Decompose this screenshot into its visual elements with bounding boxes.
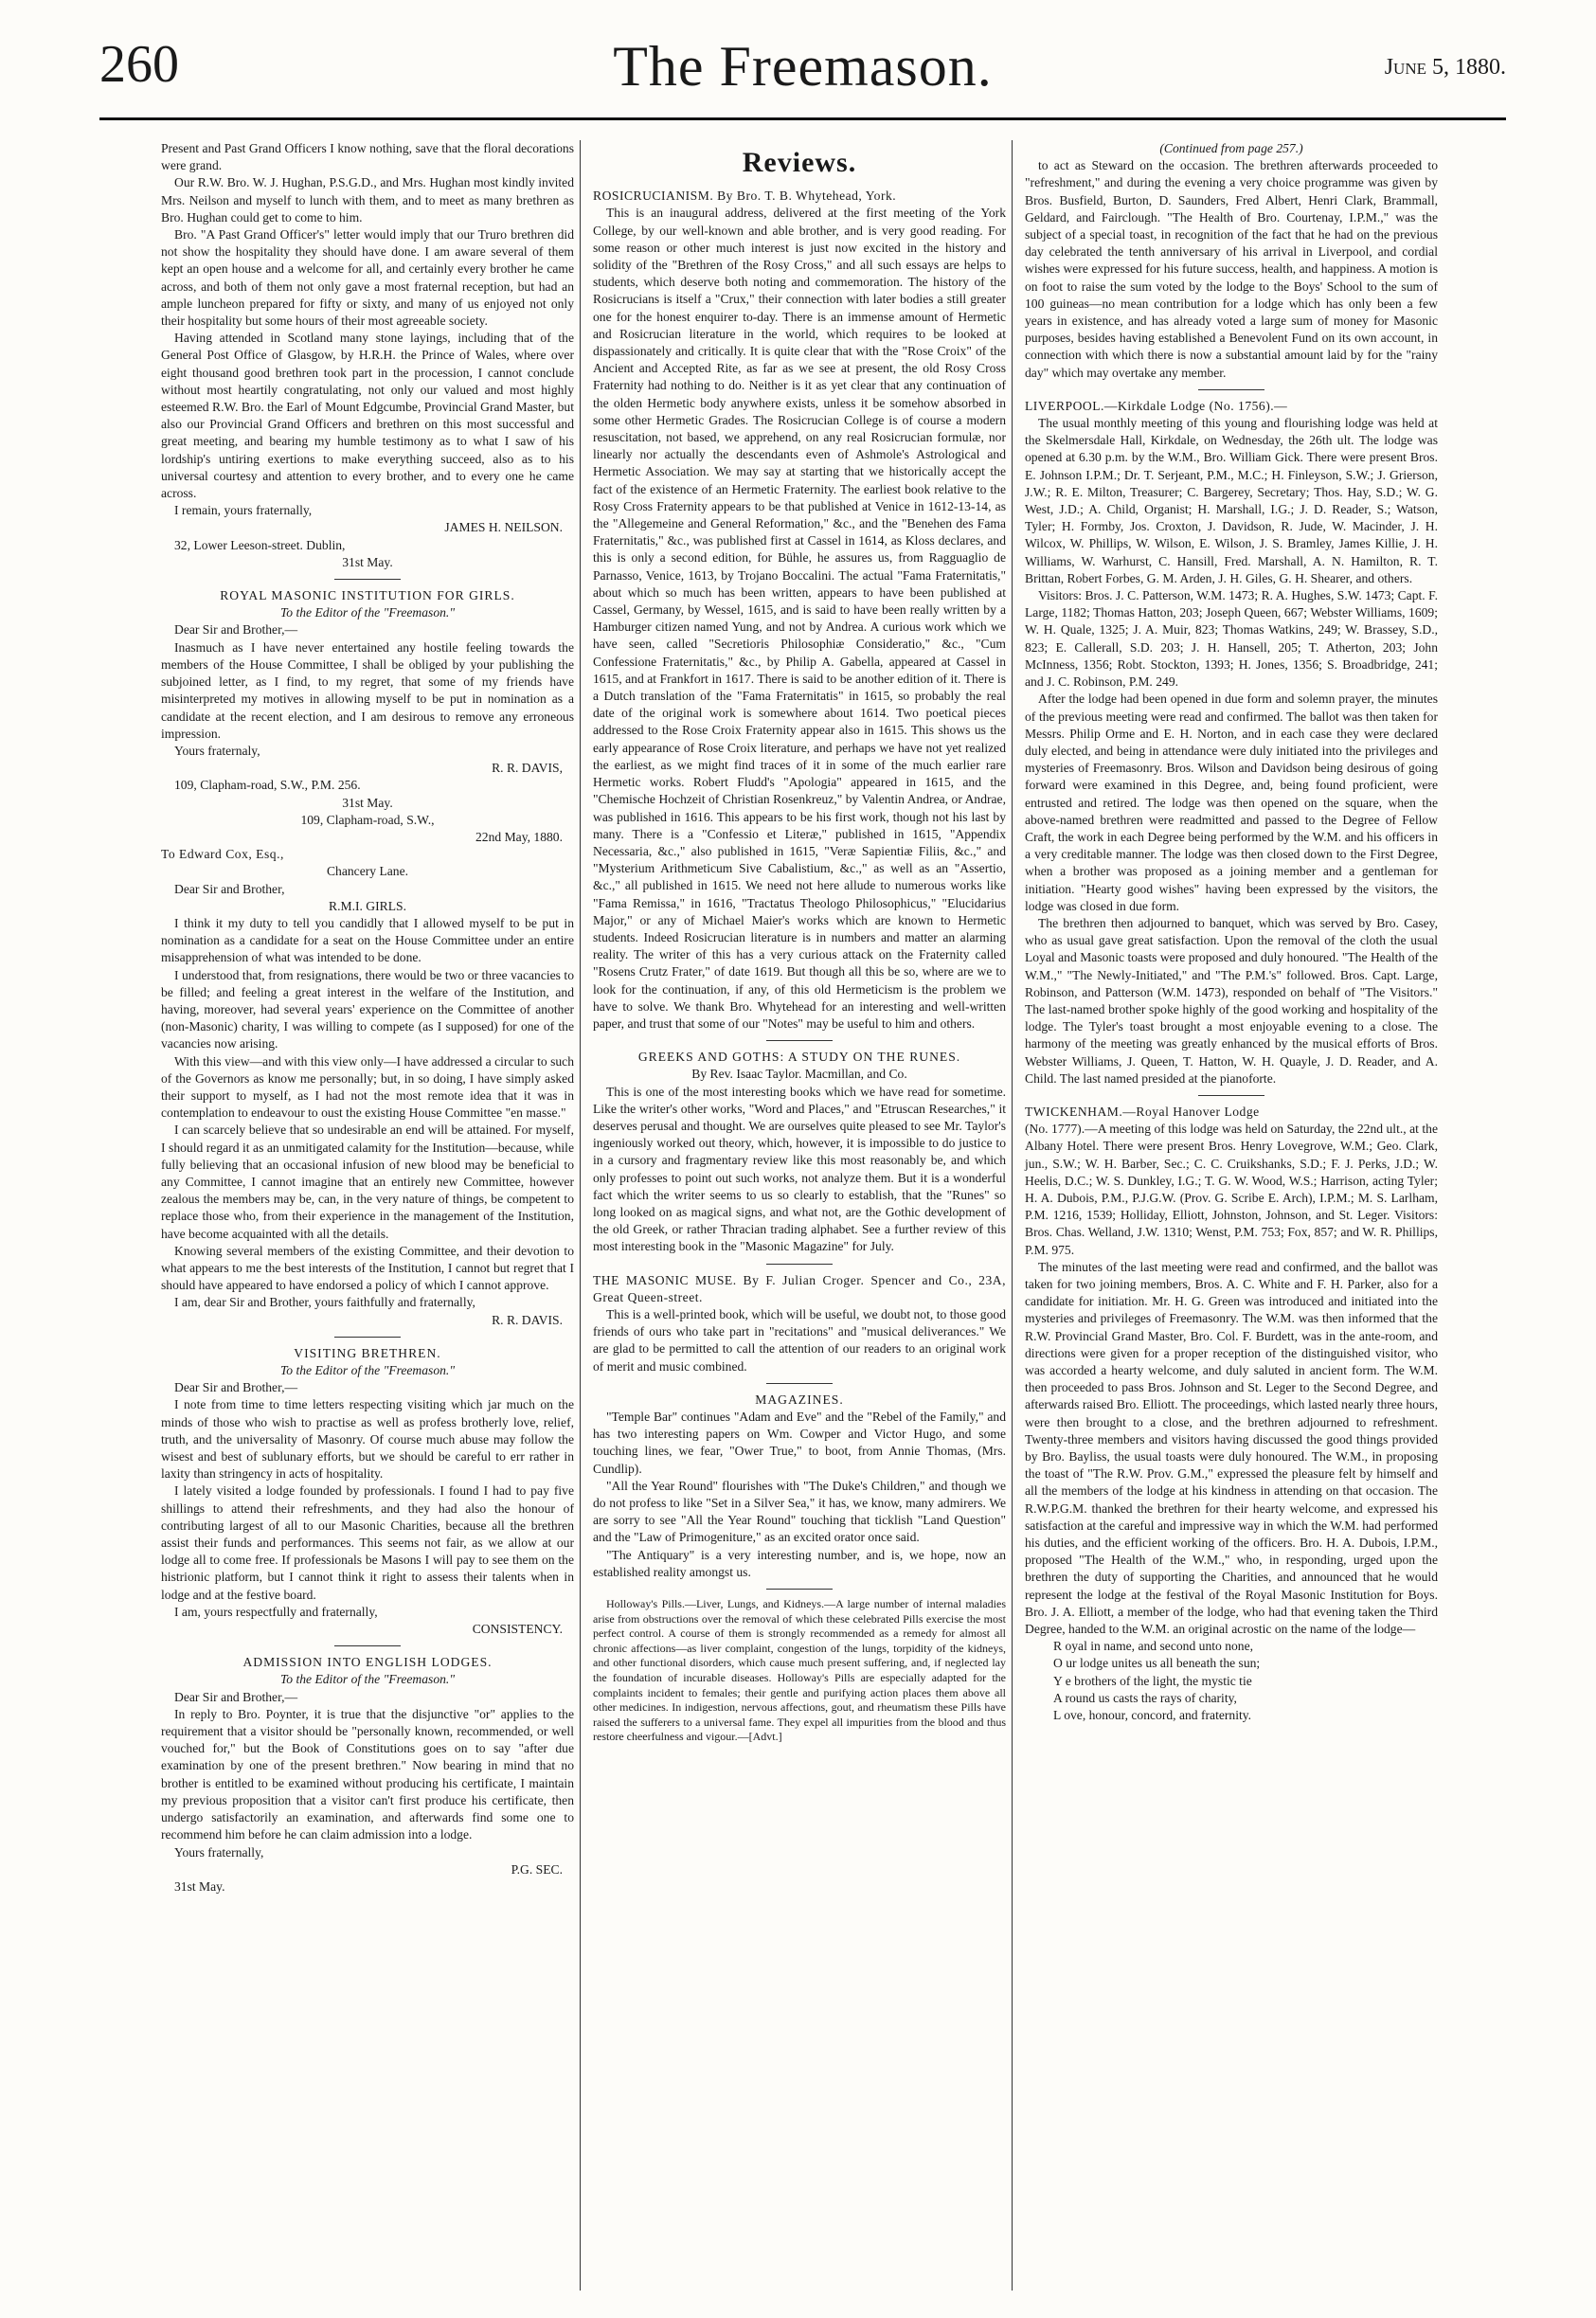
review-byline: By Rev. Isaac Taylor. Macmillan, and Co. bbox=[691, 1067, 907, 1082]
divider bbox=[766, 1383, 833, 1384]
acrostic-line: Y e brothers of the light, the mystic tie bbox=[1053, 1673, 1252, 1688]
column-3 bbox=[1025, 140, 1438, 1724]
divider bbox=[766, 1589, 833, 1590]
letter-subheading: To the Editor of the "Freemason." bbox=[279, 1363, 456, 1378]
paragraph: Yours fraternaly, bbox=[174, 743, 260, 758]
divider bbox=[334, 579, 401, 580]
lodge-report-heading: TWICKENHAM.—Royal Hanover Lodge bbox=[1025, 1104, 1260, 1119]
divider bbox=[766, 1264, 833, 1265]
signature: R. R. DAVIS, bbox=[492, 761, 563, 776]
paragraph: After the lodge had been opened in due form and solemn prayer, the minutes of the previous meeting were read and confirmed. The ballot was then taken for Messrs. Philip Orme and E. H. Norton, and in each case they were declared duly elected, and being in attendance were duly initiated into the privileges and mysteries of Freemasonry. Bros. Wilson and Davidson being desirous of going forward were examined in this Degree, and, being found proficient, were entrusted and retired. The lodge was then opened on the square, when the above-named brethren were readmitted and passed to the Degree of Fellow Craft, the work in each Degree being performed by the W.M. and his officers in a very creditable manner. The lodge was then closed down to the First Degree, when a brother was proposed as a joining member and a gentleman for initiation. "Hearty good wishes" having been expressed by the visitors, the lodge was closed in due form. bbox=[1025, 692, 1438, 913]
signature: JAMES H. NEILSON. bbox=[444, 520, 563, 535]
letter-date: 31st May. bbox=[174, 1878, 225, 1894]
paragraph: I lately visited a lodge founded by professionals. I found I had to pay five shillings to attend their refreshments, and they had also the honour of contributing largest of all to our Masonic Charities, because all the brethren assist their funds and performances. This seems not fair, as we allow at our lodge all to come free. If professionals be Masons I will pay to see them on the histrionic platform, but I cannot think it right to assess their talents when in lodge and at the festive board. bbox=[161, 1483, 574, 1602]
paragraph: I think it my duty to tell you candidly that I allowed myself to be put in nomination as a candidate for a seat on the House Committee under an entire misapprehension of what was intended to be done. bbox=[161, 915, 574, 965]
paragraph: Knowing several members of the existing Committee, and their devotion to what appears to me the best interests of the Institution, I cannot but regret that I should have appeared to have endorsed a policy of which I cannot approve. bbox=[161, 1243, 574, 1293]
column-1 bbox=[161, 140, 574, 1896]
masthead-title: The Freemason. bbox=[613, 35, 993, 98]
acrostic-line: A round us casts the rays of charity, bbox=[1053, 1690, 1237, 1705]
letter-heading: ROYAL MASONIC INSTITUTION FOR GIRLS. bbox=[220, 588, 515, 603]
letter-heading: ADMISSION INTO ENGLISH LODGES. bbox=[242, 1655, 493, 1670]
paragraph: I am, yours respectfully and fraternally, bbox=[174, 1604, 378, 1619]
salutation: Dear Sir and Brother,— bbox=[174, 1689, 298, 1704]
paragraph: This is an inaugural address, delivered at the first meeting of the York College, by our well-known and able brother, and is very good reading. For some reason or other much interest is just now excited in the history and solidity of the "Brethren of the Rosy Cross," and all such essays are helps to students, which deserve both noting and commemoration. The history of the Rosicrucians is itself a "Crux," their connection with later bodies a still greater one for the honest enquirer to-day. There is an immense amount of Hermetic and Rosicrucian literature in the world, which requires to be looked at dispassionately and critically. It is quite clear that with the "Rose Croix" of the Ancient and Accepted Rite, as far as we see at present, the old Rosy Cross Fraternity had nothing to do. Neither is it as yet clear that any continuation of the olden Hermetic body anywhere exists, unless it be somehow absorbed in some other Hermetic Grades. The Rosicrucian College is of course a modern resuscitation, not based, we apprehend, on any real Rosicrucian formulæ, nor linearly nor actually the descendants even of Ashmole's Astrological and Hermetic Association. We may say at starting that we historically accept the fact of the existence of an Hermetic Fraternity. The earliest book relative to the Rosy Cross Fraternity appears to be that published at Venice in 1612-13-14, as the "Allegemeine and General Reformation," &c., and the "Benehen des Fama Fraternitatis," &c., was published first at Cassel in 1614, as Kloss declares, and this is only a second edition, for Bühle, he assures us, from Ragguaglio de Parnasso, Venice, 1613, by Trojano Boccalini. The actual "Fama Fraternitatis," about which so much has been written, appears to have been published at Cassel, Germany, by Wessel, 1615, and is said to have been really written by a Hamburger citizen named Yung, and not by Andrea. A curious work which we have seen, called "Secretioris Philosophiæ Consideratio," &c., "Cum Confessione Fraternitatis," &c., by Philip A. Gabella, appeared at Cassel in 1615, and at Frankfort in 1617. There is said to be another edition of it. There is a Dutch translation of the "Fama Fraternitatis" in 1615, so probably the real date of the original work is somewhere about 1614. Two poetical pieces addressed to the Rose Croix Fraternity appear also in 1615. This shows us the early appearance of Rose Croix literature, and perhaps we have not yet realized the earliest, as we might find traces of it in some of the much earlier rare Hermetic works. Robert Fludd's "Apologia" appeared in 1615, and the "Chemische Hochzeit of Christian Rosenkreuz," by Valentin Andrea, or Andrae, was published in 1616. This appears to be his first work, though not his last by many. There is a "Confessio et Literæ," published in 1615, "Appendix Necessaria, &c.," also published in 1615, "Veræ Sapientiæ Filiis, &c.," and "Mysterium Arithmeticum Sive Cabalistium, &c.," as well as an "Assertio, &c.," all published in 1615. We need not here allude to numerous works like "Fama Remissa," in 1616, "Tractatus Theologo Philosophicus," "Elucidarius Major," or any of Michael Maier's works which are known to Hermetic students. Indeed Rosicrucian literature is in numbers and matter an alarming reality. The writer of this has a very curious attack on the Fraternity called "Rosens Crutz Frater," of date 1619. But though all this be so, where are we to look for the continuation, if any, of this old Hermeticism is the problem we have to solve. We thank Bro. Whytehead for an interesting and well-written paper, and trust that some of our "Notes" may be useful to him and others. bbox=[593, 206, 1006, 1031]
letter-subheading: To the Editor of the "Freemason." bbox=[279, 1672, 456, 1687]
divider bbox=[334, 1645, 401, 1646]
divider bbox=[1198, 1095, 1264, 1096]
paragraph: The minutes of the last meeting were read and confirmed, and the ballot was taken for two joining members, Bros. A. C. White and F. H. Parker, also for a candidate for initiation. Mr. H. G. Green was introduced and initiated into the mysteries and privileges of Freemasonry. The W.M. was then informed that the R.W. Provincial Grand Master, Bro. Col. F. Burdett, was in the ante-room, and directions were given for a proper reception of the distinguished visitor, who was accorded a hearty welcome, and duly saluted in ancient form. The W.M. then proceeded to pass Bros. Johnson and St. Leger to the Second Degree, and afterwards raised Bro. Elliott. The proceedings, which lasted nearly three hours, were then brought to a close, and the brethren adjourned to refreshment. Twenty-three members and visitors having discussed the good things provided by Bro. Bayliss, the usual toasts were duly honoured. The W.M., in proposing the toast of "The R.W. Prov. G.M.," expressed the pleasure felt by himself and all the members of the lodge at his kindness in attending on that occasion. The R.W.P.G.M. thanked the brethren for their hearty welcome, and expressed his satisfaction at the careful and impressive way in which the W.M. had performed his duties, and the efficient working of the officers. Bro. H. A. Dubois, I.P.M., proposed "The Health of the W.M.," who, in responding, urged upon the brethren the duty of supporting the Charities, and announced that he would represent the lodge at the festival of the Royal Masonic Institution for Boys. Bro. J. A. Elliott, a member of the lodge, who had that evening taken the Third Degree, handed to the W.M. an original acrostic on the name of the lodge— bbox=[1025, 1259, 1438, 1637]
paragraph: Bro. "A Past Grand Officer's" letter would imply that our Truro brethren did not show the hospitality they should have done. I am aware several of them kept an open house and a welcome for all, and certainly every brother he came across, and both of them not only gave a most fraternal reception, but had an ample luncheon prepared for fifty or sixty, and many of us enjoyed not only their hospitality but some hours of their most agreeable society. bbox=[161, 227, 574, 329]
signature: CONSISTENCY. bbox=[472, 1622, 563, 1637]
acrostic-line: L ove, honour, concord, and fraternity. bbox=[1053, 1708, 1252, 1723]
column-divider bbox=[580, 140, 581, 2291]
review-title: GREEKS AND GOTHS: A STUDY ON THE RUNES. bbox=[637, 1050, 961, 1065]
letter-date: 31st May. bbox=[342, 554, 393, 569]
letter-subheading: To the Editor of the "Freemason." bbox=[279, 605, 456, 620]
paragraph: to act as Steward on the occasion. The brethren afterwards proceeded to "refreshment," and during the evening a very choice programme was given by Bros. Busfield, Burton, D. Saunders, Fred Albert, Henri Clark, Brammall, Geldard, and Fairclough. "The Health of Bro. Courtenay, I.P.M.," was the subject of a special toast, in recognition of the fact that he had on the previous day celebrated the tenth anniversary of his arrival in Liverpool, and cordial wishes were expressed for his future success, health, and happiness. A motion is on foot to raise the sum voted by the lodge to the Boys' School to the sum of 100 guineas—no mean contribution for a lodge which has only been a few years in existence, and has already voted a large sum of money for Masonic purposes, besides having established a Benevolent Fund on its own account, in connection with which there is now a substantial amount laid by for the "rainy day" which may overtake any member. bbox=[1025, 158, 1438, 380]
paragraph: "All the Year Round" flourishes with "The Duke's Children," and though we do not profess to like "Set in a Silver Sea," it has, we know, many admirers. We are sorry to see "All the Year Round" touching that ticklish "Land Question" and the "Law of Primogeniture," as an excited orator once said. bbox=[593, 1478, 1006, 1545]
paragraph: I understood that, from resignations, there would be two or three vacancies to be filled; and feeling a great interest in the welfare of the Institution, and having, moreover, had several years' experience on the Committee of another (non-Masonic) charity, I was willing to compete (as I supposed) for one of the vacancies now arising. bbox=[161, 967, 574, 1051]
address: 32, Lower Leeson-street. Dublin, bbox=[174, 537, 346, 552]
paragraph: The usual monthly meeting of this young and flourishing lodge was held at the Skelmersdale Hall, Kirkdale, on Wednesday, the 26th ult. The lodge was opened at 6.30 p.m. by the W.M., Bro. William Gick. There were present Bros. E. Johnson I.P.M.; Dr. T. Serjeant, P.M., M.C.; H. Finleyson, S.W.; J. Grierson, J.W.; R. E. Milton, Treasurer; C. Bargerey, Secretary; Thos. Hay, S.D.; W. G. West, J.D.; A. Child, Organist; H. Marshall, I.G.; J. D. Reader, S.; Watson, Tyler; H. Formby, Jos. Croxton, J. Davidson, R. Jude, W. Macinder, J. H. Wilcox, W. Phillips, W. Wilson, E. Wilson, J. S. Bramley, James Killie, J. H. Williams, W. Warhurst, C. Hansill, Fred. Marshall, A. N. Hamilton, R. T. Brittan, Robert Forbes, G. M. Arden, J. H. Giles, G. H. Shearer, and others. bbox=[1025, 416, 1438, 585]
paragraph: The brethren then adjourned to banquet, which was served by Bro. Casey, who as usual gave great satisfaction. Upon the removal of the cloth the usual Loyal and Masonic toasts were proposed and duly honoured. "The Health of the W.M.," "The Newly-Initiated," and "The P.M.'s" followed. Bros. Capt. Large, Robinson, and Patterson (W.M. 1473), responded on behalf of "The Visitors." The last-named brother spoke highly of the good working and hospitality of the lodge. The Tyler's toast brought a most enjoyable evening to a close. The harmony of the meeting was greatly enhanced by the musical efforts of Bros. Webster Williams, J. Queen, T. Hatton, W. H. Quayle, J. D. Reader, and A. Child. The last named presided at the pianoforte. bbox=[1025, 915, 1438, 1086]
paragraph: I can scarcely believe that so undesirable an end will be attained. For myself, I should regard it as an unmitigated calamity for the Institution—because, while fully believing that an occasional infusion of new blood may be beneficial to any Committee, I cannot imagine that an entirely new Committee, however zealous the members may be, can, in the very nature of things, be competent to replace those who, from their experience in the management of the Institution, have become acquainted with all the details. bbox=[161, 1123, 574, 1241]
paragraph: "The Antiquary" is a very interesting number, and is, we hope, now an established reality amongst us. bbox=[593, 1547, 1006, 1579]
paragraph: Yours fraternally, bbox=[174, 1844, 264, 1860]
paragraph: Present and Past Grand Officers I know nothing, save that the floral decorations were grand. bbox=[161, 141, 574, 173]
salutation: Dear Sir and Brother,— bbox=[174, 622, 298, 638]
paragraph: This is one of the most interesting books which we have read for sometime. Like the writer's other works, "Word and Places," and "Etruscan Researches," it deserves perusal and thought. We are ourselves quite pleased to see Mr. Taylor's ingeniously worked out theory, which, however, it is impossible to do justice to in a cursory and fragmentary review like this most reasonably be, and which only professes to point out such works, not analyze them. But it is a wonderful fact which the writer seems to us so clearly to establish, that the "Runes" so long looked on as magical signs, and what not, are the Gothic development of the old Greek, or rather Thracian trading alphabet. See a further review of this most interesting book in the "Masonic Magazine" for July. bbox=[593, 1084, 1006, 1254]
paragraph: I am, dear Sir and Brother, yours faithfully and fraternally, bbox=[174, 1295, 475, 1310]
issue-date: June 5, 1880. bbox=[1384, 55, 1506, 80]
divider bbox=[1198, 389, 1264, 390]
paragraph: "Temple Bar" continues "Adam and Eve" and the "Rebel of the Family," and has two interesting papers on Wm. Cowper and Victor Hugo, and some touching lines, we fear, "Ower True," to boot, from Annie Thomas, (Mrs. Cundlip). bbox=[593, 1410, 1006, 1476]
page-header bbox=[99, 27, 1506, 120]
review-title: ROSICRUCIANISM. By Bro. T. B. Whytehead, York. bbox=[593, 189, 897, 204]
review-title: MAGAZINES. bbox=[755, 1392, 844, 1407]
lodge-report-heading: LIVERPOOL.—Kirkdale Lodge (No. 1756).— bbox=[1025, 398, 1288, 413]
column-divider bbox=[1012, 140, 1013, 2291]
recipient: To Edward Cox, Esq., bbox=[161, 847, 284, 862]
paragraph: I note from time to time letters respecting visiting which jar much on the minds of those who wish to practise as well as profess brotherly love, relief, truth, and the universality of Masonry. Of course much abuse may follow the wisest and best of sublunary efforts, but we should be careful to err rather in laxity than stringency in acts of hospitality. bbox=[161, 1397, 574, 1482]
letter-date: 22nd May, 1880. bbox=[475, 829, 563, 844]
paragraph: With this view—and with this view only—I have addressed a circular to such of the Governors as know me personally; but, in so doing, I have simply asked their support to myself, as I had not the most remote idea that it was in contemplation to endeavour to oust the existing House Committee "en masse." bbox=[161, 1053, 574, 1121]
acrostic-line: R oyal in name, and second unto none, bbox=[1053, 1639, 1254, 1654]
acrostic-line: O ur lodge unites us all beneath the sun; bbox=[1053, 1656, 1261, 1671]
signature: P.G. SEC. bbox=[511, 1861, 563, 1877]
paragraph: Visitors: Bros. J. C. Patterson, W.M. 1473; R. A. Hughes, S.W. 1473; Capt. F. Large, 1182; Thomas Hatton, 203; Joseph Queen, 667; Webster Williams, 1609; W. H. Quale, 1325; J. A. Muir, 823; Thomas Watkins, 249; W. Brassey, S.D., 823; E. Callerall, S.D. 203; J. H. Hansell, 205; T. Atherton, 203; John McInness, 1356; Robt. Stockton, 1393; H. Jones, 1356; S. Broadbridge, 241; and J. C. Robinson, P.M. 249. bbox=[1025, 588, 1438, 690]
page-number: 260 bbox=[99, 35, 179, 94]
paragraph: In reply to Bro. Poynter, it is true that the disjunctive "or" applies to the requirement that a visitor should be "personally known, recommended, or well vouched for," but the Book of Constitutions goes on to say "after due examination by one of the present brethren." Now bearing in mind that no brother is entitled to be examined without producing his certificate, I maintain my previous proposition that a visitor can't first produce his certificate, then undergo satisfactorily an examination, and afterwards find some one to recommend him before he can claim admission into a lodge. bbox=[161, 1706, 574, 1842]
divider bbox=[334, 1337, 401, 1338]
address: 109, Clapham-road, S.W., P.M. 256. bbox=[174, 778, 361, 793]
paragraph: Our R.W. Bro. W. J. Hughan, P.S.G.D., and Mrs. Hughan most kindly invited Mrs. Neilson and myself to lunch with them, and to meet as many brethren as Bro. Hughan could get to come to him. bbox=[161, 175, 574, 225]
paragraph: (No. 1777).—A meeting of this lodge was held on Saturday, the 22nd ult., at the Albany Hotel. There were present Bros. Henry Lovegrove, W.M.; Geo. Clark, jun., S.W.; W. H. Barber, Sec.; C. C. Cruikshanks, S.D.; F. J. Perks, J.D.; W. Heelis, D.C.; W. S. Dunkley, I.G.; T. G. W. Wood, W.S.; Harrison, acting Tyler; H. A. Dubois, P.M., P.J.G.W. (Prov. G. Scribe E. Arch), I.P.M.; M. S. Larlham, P.M. 1216, 1539; Holliday, Elliott, Johnston, Johnson, and St. Leger. Visitors: Bros. Chas. Welland, J.W. 1310; Wenst, P.M. 753; Fox, 857; and W. R. Phillips, P.M. 975. bbox=[1025, 1122, 1438, 1257]
paragraph: Having attended in Scotland many stone layings, including that of the General Post Office of Glasgow, by H.R.H. the Prince of Wales, where over eight thousand good brethren took part in the procession, I cannot conclude without most heartily congratulating, not only our valued and most highly esteemed R.W. Bro. the Earl of Mount Edgcumbe, Provincial Grand Master, but also our Provincial Grand Officers and brethren on this most successful and great meeting, and bearing my humble testimony as to what I saw of his lordship's untiring exertions to make everything succeed, also as to his universal courtesy and attention to every brother, and to every one he came across. bbox=[161, 331, 574, 501]
paragraph: This is a well-printed book, which will be useful, we doubt not, to those good friends of ours who take part in "recitations" and "musical deliverances." We are glad to be permitted to call the attention of our readers to an original work of merit and music combined. bbox=[593, 1306, 1006, 1374]
section-title: Reviews. bbox=[742, 147, 857, 178]
recipient-address: Chancery Lane. bbox=[326, 864, 409, 879]
continued-note: (Continued from page 257.) bbox=[1159, 141, 1303, 155]
address: 109, Clapham-road, S.W., bbox=[300, 812, 435, 827]
divider bbox=[766, 1040, 833, 1041]
letter-date: 31st May. bbox=[342, 795, 393, 810]
letter-heading: R.M.I. GIRLS. bbox=[329, 898, 406, 913]
signature: R. R. DAVIS. bbox=[492, 1312, 563, 1327]
letter-heading: VISITING BRETHREN. bbox=[294, 1345, 441, 1360]
advertisement: Holloway's Pills.—Liver, Lungs, and Kidneys.—A large number of internal maladies arise from obstructions over the removal of which these celebrated Pills exercise the most perfect control. A course of them is strongly recommended as a remedy for almost all chronic affections—as liver complaint, congestion of the lungs, torpidity of the kidneys, and other functional disorders, which cause much present suffering, and, if neglected lay the foundation of incurable diseases. Holloway's Pills are especially adapted for the complaints incident to females; their gentle and purifying action places them above all other medicines. In indigestion, nervous affections, gout, and rheumatism these Pills have raised the sufferers to a universal fame. They expel all impurities from the blood and thus restore cheerfulness and vigour.—[Advt.] bbox=[593, 1597, 1006, 1744]
paragraph: I remain, yours fraternally, bbox=[174, 503, 313, 518]
review-title: THE MASONIC MUSE. By F. Julian Croger. Spencer and Co., 23A, Great Queen-street. bbox=[593, 1272, 1006, 1304]
column-2 bbox=[593, 140, 1006, 1745]
salutation: Dear Sir and Brother, bbox=[174, 881, 285, 896]
salutation: Dear Sir and Brother,— bbox=[174, 1380, 298, 1395]
paragraph: Inasmuch as I have never entertained any hostile feeling towards the members of the House Committee, I shall be obliged by your publishing the subjoined letter, as I find, to my regret, that some of my friends have misinterpreted my motives in allowing myself to be put in nomination as a candidate at the recent election, and I am desirous to remove any erroneous impression. bbox=[161, 639, 574, 741]
